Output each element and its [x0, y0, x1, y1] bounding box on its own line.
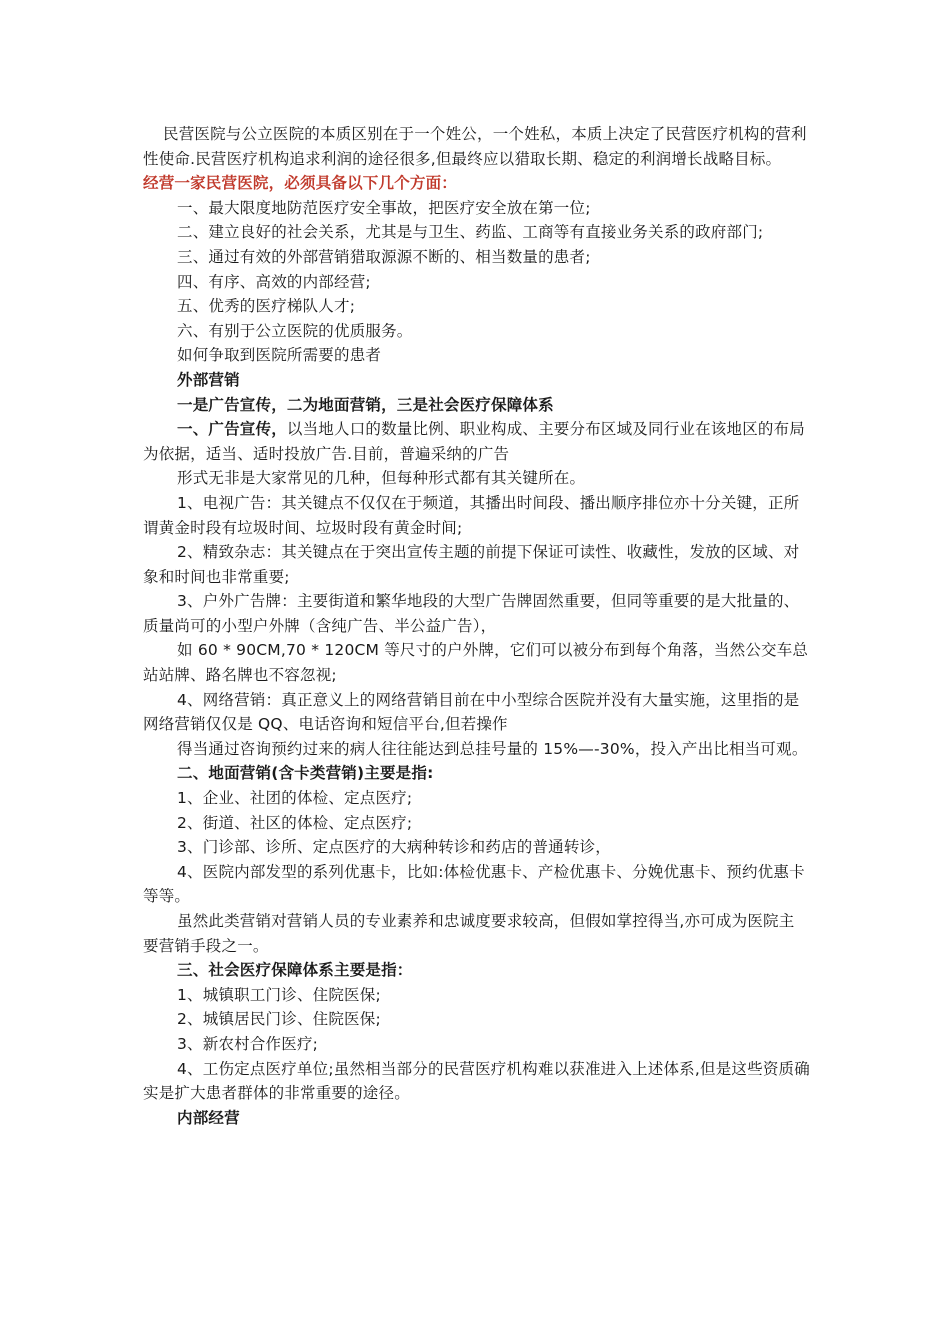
paragraph: 4、网络营销：真正意义上的网络营销目前在中小型综合医院并没有大量实施，这里指的是网络营销仅仅是 QQ、电话咨询和短信平台,但若操作	[143, 690, 800, 734]
paragraph: 得当通过咨询预约过来的病人往往能达到总挂号量的 15%—-30%，投入产出比相当可观。	[177, 739, 808, 758]
paragraph: 经营一家民营医院，必须具备以下几个方面：	[143, 174, 458, 193]
paragraph: 一、最大限度地防范医疗安全事故，把医疗安全放在第一位;	[177, 198, 591, 217]
paragraph: 二、地面营销(含卡类营销)主要是指:	[177, 764, 434, 783]
paragraph: 五、优秀的医疗梯队人才;	[177, 297, 356, 316]
paragraph: 形式无非是大家常见的几种，但每种形式都有其关键所在。	[177, 469, 586, 488]
paragraph: 3、户外广告牌：主要街道和繁华地段的大型广告牌固然重要，但同等重要的是大批量的、质量尚可的小型户外牌（含纯广告、半公益广告），	[143, 592, 800, 635]
paragraph	[143, 417, 810, 466]
paragraph: 三、通过有效的外部营销猎取源源不断的、相当数量的患者;	[177, 247, 591, 266]
paragraph: 二、建立良好的社会关系，尤其是与卫生、药监、工商等有直接业务关系的政府部门;	[177, 223, 764, 242]
paragraph-text: 以当地人口的数量比例、职业构成、主要分布区域及同行业在该地区的布局为依据，适当、适时投放广告.目前，普遍采纳的广告	[143, 420, 806, 463]
paragraph: 如何争取到医院所需要的患者	[177, 346, 382, 365]
paragraph: 民营医院与公立医院的本质区别在于一个姓公，一个姓私，本质上决定了民营医疗机构的营利性使命.民营医疗机构追求利润的途径很多,但最终应以猎取长期、稳定的利润增长战略目标。	[143, 125, 807, 168]
paragraph: 4、医院内部发型的系列优惠卡，比如:体检优惠卡、产检优惠卡、分娩优惠卡、预约优惠卡等等。	[143, 862, 805, 906]
paragraph: 1、企业、社团的体检、定点医疗;	[177, 789, 413, 808]
paragraph: 2、街道、社区的体检、定点医疗;	[177, 813, 413, 832]
paragraph: 内部经营	[177, 1108, 240, 1127]
paragraph: 如 60 * 90CM,70 * 120CM 等尺寸的户外牌，它们可以被分布到每个角落，当然公交车总站站牌、路名牌也不容忽视;	[143, 641, 809, 685]
paragraph: 3、新农村合作医疗;	[177, 1034, 319, 1053]
paragraph: 虽然此类营销对营销人员的专业素养和忠诚度要求较高，但假如掌控得当,亦可成为医院主要营销手段之一。	[143, 912, 795, 955]
paragraph: 三、社会医疗保障体系主要是指：	[177, 961, 413, 980]
paragraph: 六、有别于公立医院的优质服务。	[177, 321, 413, 340]
paragraph: 外部营销	[177, 370, 240, 389]
paragraph: 4、工伤定点医疗单位;虽然相当部分的民营医疗机构难以获准进入上述体系,但是这些资质确实是扩大患者群体的非常重要的途径。	[143, 1059, 810, 1103]
paragraph: 3、门诊部、诊所、定点医疗的大病种转诊和药店的普通转诊，	[177, 838, 611, 857]
paragraph-lead: 一、广告宣传，	[177, 420, 287, 439]
paragraph: 一是广告宣传，二为地面营销，三是社会医疗保障体系	[177, 395, 554, 414]
paragraph: 四、有序、高效的内部经营;	[177, 272, 371, 291]
paragraph: 1、电视广告：其关键点不仅仅在于频道，其播出时间段、播出顺序排位亦十分关键，正所谓黄金时段有垃圾时间、垃圾时段有黄金时间;	[143, 493, 800, 537]
paragraph: 1、城镇职工门诊、住院医保;	[177, 985, 381, 1004]
paragraph: 2、城镇居民门诊、住院医保;	[177, 1010, 381, 1029]
paragraph: 2、精致杂志：其关键点在于突出宣传主题的前提下保证可读性、收藏性，发放的区域、对象和时间也非常重要;	[143, 543, 800, 586]
